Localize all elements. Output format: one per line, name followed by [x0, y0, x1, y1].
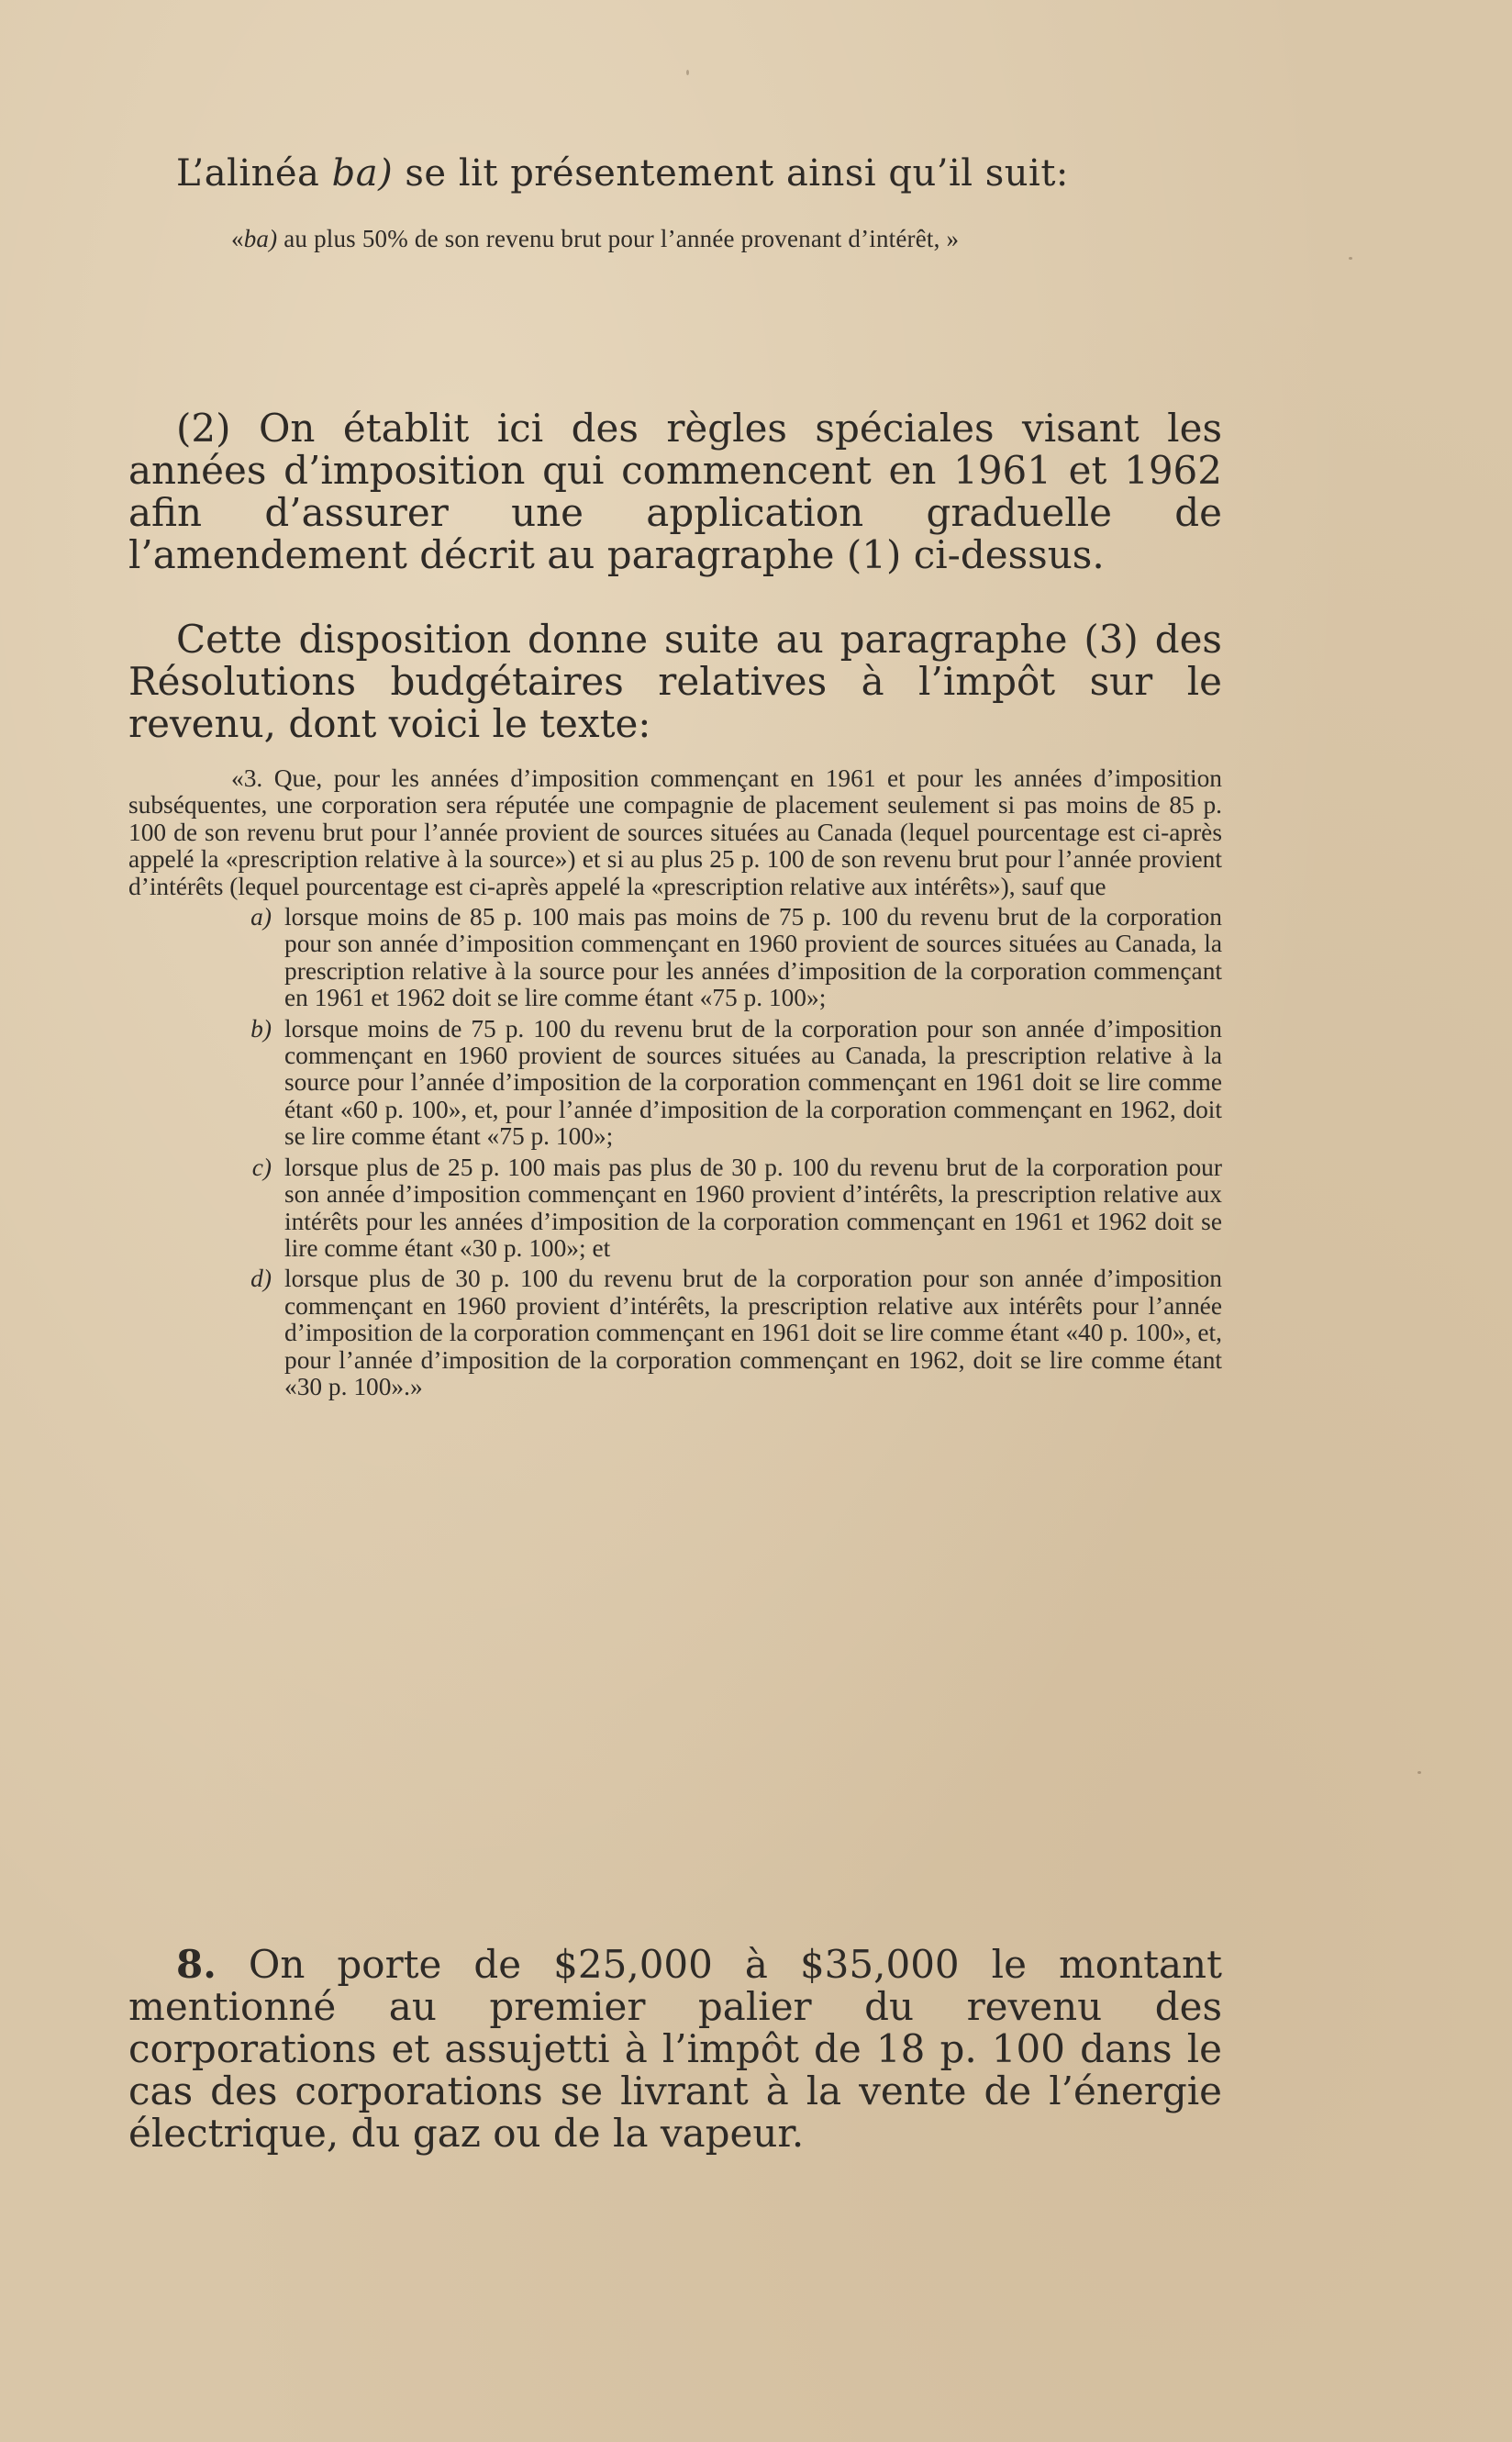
resolution-intro: «3. Que, pour les années d’imposition commençant en 1961 et pour les années d’imposition subséquentes, une corporation sera réputée une compagnie de placement seulement si pas moins de 85 p. 100 de son revenu brut pour l’année provient de sources situées au Canada (lequel pourcentage est ci-après appelé la «prescription relative à la source») et si au plus 25 p. 100 de son revenu brut pour l’année provient d’intérêts (lequel pourcentage est ci-après appelé la «prescription relative aux intérêts»), sauf que	[128, 764, 1222, 900]
item-letter: d)	[250, 1265, 272, 1293]
intro-quote-text: au plus 50% de son revenu brut pour l’année provenant d’intérêt, »	[277, 225, 960, 252]
resolution-quote	[128, 765, 1222, 1400]
section-8	[128, 1944, 1222, 2155]
item-text: lorsque moins de 75 p. 100 du revenu brut de la corporation pour son année d’imposition commençant en 1960 provient de sources situées au Canada, la prescription relative à la source pour l’année d’imposition de la corporation commençant en 1961 doit se lire comme étant «60 p. 100», et, pour l’année d’imposition de la corporation commençant en 1962, doit se lire comme étant «75 p. 100»;	[284, 1014, 1222, 1151]
intro-quote-open: «	[231, 225, 244, 252]
paper-speck	[1349, 257, 1352, 260]
item-text: lorsque plus de 25 p. 100 mais pas plus de 30 p. 100 du revenu brut de la corporation pour son année d’imposition commençant en 1960 provient d’intérêts, la prescription relative aux intérêts pour les années d’imposition de la corporation commençant en 1961 et 1962 doit se lire comme étant «30 p. 100»; et	[284, 1153, 1222, 1262]
paragraph-3: Cette disposition donne suite au paragraphe (3) des Résolutions budgétaires relatives à l’impôt sur le revenu, dont voici le texte:	[128, 617, 1222, 746]
item-letter: a)	[250, 903, 272, 931]
section-8-text: On porte de $25,000 à $35,000 le montant mentionné au premier palier du revenu des corporations et assujetti à l’impôt de 18 p. 100 dans le cas des corporations se livrant à la vente de l’énergie électrique, du gaz ou de la vapeur.	[128, 1942, 1222, 2157]
intro-text-italic: ba)	[331, 152, 394, 195]
item-text: lorsque moins de 85 p. 100 mais pas moins de 75 p. 100 du revenu brut de la corporation pour son année d’imposition commençant en 1960 provient de sources situées au Canada, la prescription relative à la source pour les années d’imposition de la corporation commençant en 1961 et 1962 doit se lire comme étant «75 p. 100»;	[284, 903, 1222, 1012]
item-text: lorsque plus de 30 p. 100 du revenu brut de la corporation pour son année d’imposition commençant en 1960 provient d’intérêts, la prescription relative aux intérêts pour l’année d’imposition de la corporation commençant en 1961 doit se lire comme étant «40 p. 100», et, pour l’année d’imposition de la corporation commençant en 1962, doit se lire comme étant «30 p. 100».»	[284, 1265, 1222, 1400]
document-page	[128, 151, 1222, 2155]
section-8-number: 8.	[176, 1942, 217, 1988]
paragraph-2: (2) On établit ici des règles spéciales visant les années d’imposition qui commencent en 1961 et 1962 afin d’assurer une application graduelle de l’amendement décrit au paragraphe (1) ci-dessus.	[128, 406, 1222, 577]
resolution-item-b	[128, 1016, 1222, 1151]
intro-text-before: L’alinéa	[176, 152, 332, 195]
intro-quote-italic: ba)	[243, 225, 278, 252]
intro-text-after: se lit présentement ainsi qu’il suit:	[393, 152, 1069, 195]
resolution-item-c	[128, 1154, 1222, 1263]
item-letter: c)	[251, 1153, 272, 1181]
paper-speck	[686, 70, 689, 75]
paper-speck	[1418, 1771, 1421, 1774]
intro-quote	[231, 225, 1222, 253]
item-letter: b)	[250, 1014, 272, 1043]
resolution-item-d	[128, 1266, 1222, 1400]
intro-line	[176, 151, 1222, 195]
resolution-item-a	[128, 904, 1222, 1012]
